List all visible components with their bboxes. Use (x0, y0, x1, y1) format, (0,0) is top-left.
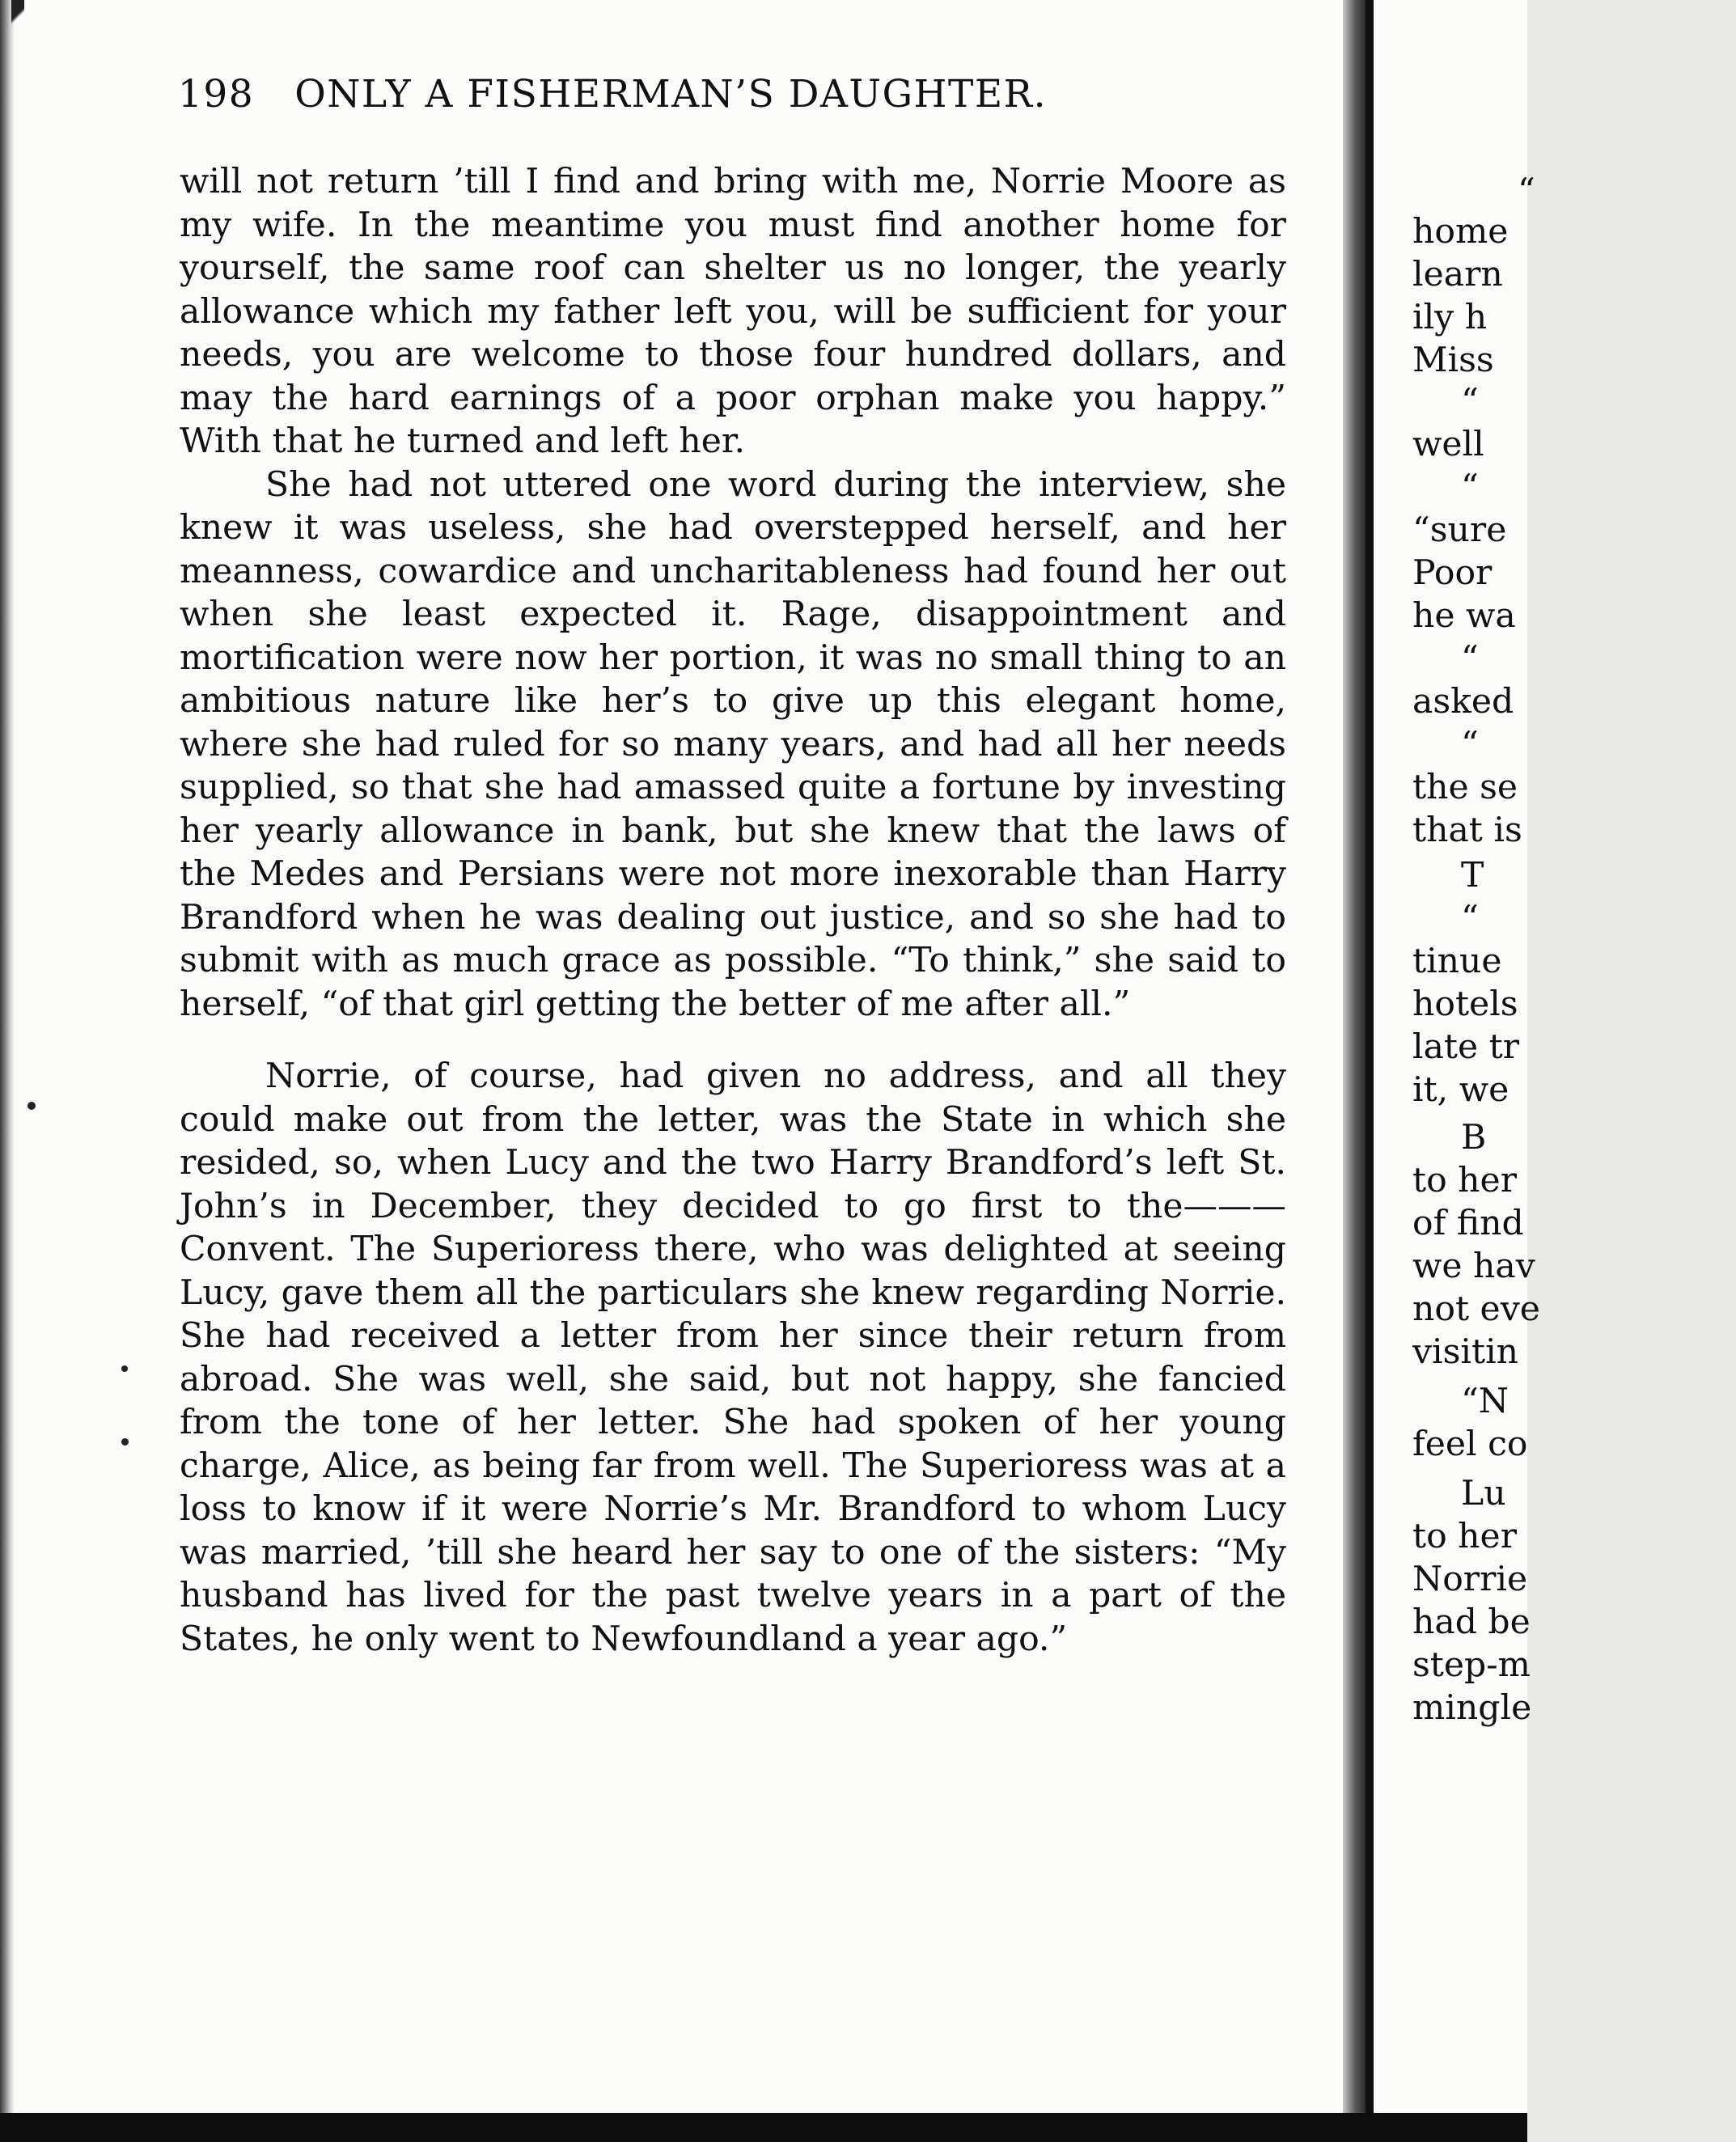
page-number: 198 (178, 72, 255, 116)
facing-page-fragment: had be (1412, 1602, 1531, 1642)
scan-bottom-edge (0, 2113, 1527, 2142)
gutter-edge (1366, 0, 1374, 2142)
facing-page-fragment: mingle (1412, 1688, 1532, 1728)
facing-page-fragment: not eve (1412, 1289, 1540, 1329)
body-text (180, 160, 1286, 1661)
facing-page-fragment: the se (1412, 768, 1518, 807)
corner-mark (11, 0, 24, 32)
facing-page-fragment: of find (1412, 1204, 1524, 1243)
facing-page-fragment: “ (1461, 899, 1479, 938)
facing-page-fragment: Miss (1412, 341, 1494, 380)
paragraph: Norrie, of course, had given no address, and all they could make out from the letter, was the State in which she resided, so, when Lucy and the two Harry Brandford’s left St. John’s in December, they decided to go first to the———Convent. The Superioress there, who was delighted at seeing Lucy, gave them all the particulars she knew regarding Norrie. She had received a letter from her since their return from abroad. She was well, she said, but not happy, she fancied from the tone of her letter. She had spoken of her young charge, Alice, as being far from well. The Superioress was at a loss to know if it were Norrie’s Mr. Brandford to whom Lucy was married, ’till she heard her say to one of the sisters: “My husband has lived for the past twelve years in a part of the States, he only went to Newfoundland a year ago.” (180, 1056, 1286, 1659)
facing-page-fragment: he wa (1412, 596, 1516, 636)
facing-page (1374, 0, 1540, 2142)
ink-speck (28, 1102, 36, 1110)
left-edge-shadow (0, 0, 15, 2142)
facing-page-fragment: “N (1461, 1382, 1509, 1421)
facing-page-fragment: ily h (1412, 298, 1488, 337)
facing-page-fragment: B (1461, 1118, 1487, 1158)
facing-page-fragment: Poor (1412, 553, 1493, 593)
facing-page-fragment: step-m (1412, 1645, 1531, 1685)
ink-speck (121, 1365, 128, 1372)
paragraph: She had not uttered one word during the interview, she knew it was useless, she had overstepped herself, and her meanness, cowardice and uncharitableness had found her out when she least expected it. Rage, disappointment and mortification were now her portion, it was no small thing to an ambitious nature like her’s to give up this elegant home, where she had ruled for so many years, and had all her needs supplied, so that she had amassed quite a fortune by investing her yearly allowance in bank, but she knew that the laws of the Medes and Persians were not more inexorable than Harry Brandford when he was dealing out justice, and so she had to submit with as much grace as possible. “To think,” she said to herself, “of that girl getting the better of me after all.” (180, 464, 1286, 1024)
facing-page-fragment: “ (1518, 171, 1535, 211)
facing-page-fragment: that is (1412, 811, 1522, 850)
facing-page-fragment: to her (1412, 1161, 1518, 1200)
facing-page-fragment: learn (1412, 255, 1503, 294)
facing-page-fragment: “sure (1412, 510, 1507, 550)
facing-page-fragment: visitin (1412, 1332, 1519, 1372)
facing-page-fragment: tinue (1412, 942, 1502, 981)
facing-page-fragment: “ (1461, 382, 1479, 421)
facing-page-fragment: hotels (1412, 984, 1518, 1024)
book-gutter (1343, 0, 1366, 2142)
facing-page-fragment: “ (1461, 468, 1479, 507)
facing-page-fragment: Norrie (1412, 1560, 1528, 1599)
facing-page-fragment: well (1412, 425, 1484, 464)
facing-page-fragment: “ (1461, 639, 1479, 679)
running-head (178, 66, 1310, 123)
facing-page-fragment: Lu (1461, 1474, 1506, 1513)
facing-page-fragment: late tr (1412, 1027, 1520, 1067)
facing-page-fragment: it, we (1412, 1070, 1509, 1110)
running-title: ONLY A FISHERMAN’S DAUGHTER. (294, 72, 1048, 116)
ink-speck (121, 1438, 129, 1446)
facing-page-fragment: home (1412, 212, 1509, 252)
facing-page-fragment: feel co (1412, 1424, 1528, 1464)
facing-page-fragment: we hav (1412, 1247, 1535, 1286)
facing-page-fragment: to her (1412, 1517, 1518, 1556)
paragraph: will not return ’till I find and bring with me, Norrie Moore as my wife. In the meantime you must find another home for yourself, the same roof can shelter us no longer, the yearly allowance which my father left you, will be sufficient for your needs, you are welcome to those four hundred dollars, and may the hard earnings of a poor orphan make you happy.” With that he turned and left her. (180, 162, 1286, 461)
facing-page-fragment: asked (1412, 682, 1514, 722)
facing-page-fragment: “ (1461, 725, 1479, 764)
facing-page-fragment: T (1461, 856, 1484, 895)
